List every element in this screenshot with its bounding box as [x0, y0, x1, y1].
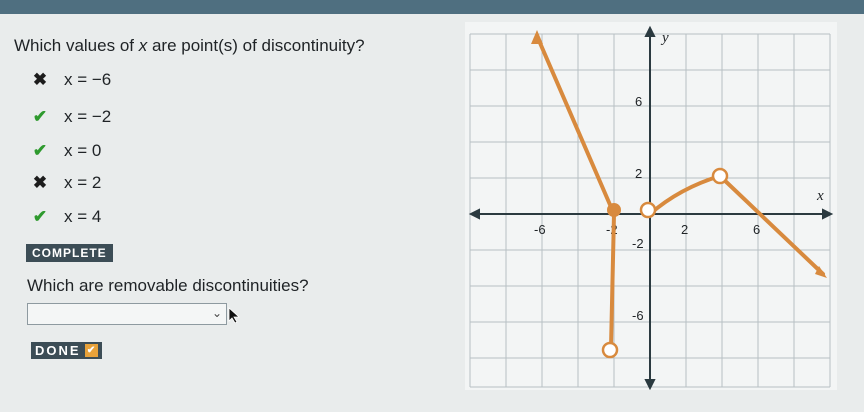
complete-badge: COMPLETE	[26, 244, 113, 262]
cross-icon: ✖	[32, 70, 48, 89]
done-label: DONE	[35, 343, 81, 358]
y-tick-label: -6	[632, 308, 644, 323]
chevron-down-icon: ⌄	[211, 306, 222, 320]
x-tick-label: 2	[681, 222, 689, 237]
cross-icon: ✖	[32, 173, 48, 192]
closed-point	[608, 204, 620, 216]
open-point	[713, 169, 727, 183]
check-icon: ✔	[32, 107, 48, 126]
y-axis-label: y	[662, 30, 669, 46]
option-label: x = 2	[64, 173, 102, 192]
option-x-0[interactable]	[26, 140, 101, 162]
option-label: x = 0	[64, 141, 102, 160]
option-label: x = −2	[64, 107, 112, 126]
check-icon: ✔	[32, 141, 48, 160]
y-tick-label: 2	[635, 166, 643, 181]
open-point	[603, 343, 617, 357]
check-icon: ✔	[32, 207, 48, 226]
open-point	[641, 203, 655, 217]
option-x-neg2[interactable]	[26, 106, 111, 128]
option-label: x = 4	[64, 207, 102, 226]
top-bar	[0, 0, 864, 14]
y-tick-label: -2	[632, 236, 644, 251]
x-tick-label: -2	[606, 222, 618, 237]
mouse-cursor-icon	[228, 307, 240, 323]
option-x-neg6[interactable]	[26, 69, 111, 91]
option-x-4[interactable]	[26, 206, 101, 228]
check-icon: ✔	[85, 344, 98, 357]
x-tick-label: -6	[534, 222, 546, 237]
function-graph	[465, 22, 837, 390]
question-1: Which values of x are point(s) of discontinuity?	[14, 36, 365, 55]
option-label: x = −6	[64, 70, 112, 89]
x-axis-label: x	[817, 188, 824, 204]
question-2: Which are removable discontinuities?	[27, 276, 309, 295]
x-tick-label: 6	[753, 222, 761, 237]
option-x-2[interactable]	[26, 172, 101, 194]
y-tick-label: 6	[635, 94, 643, 109]
done-button[interactable]	[31, 342, 102, 359]
removable-discontinuities-dropdown[interactable]	[27, 303, 227, 325]
